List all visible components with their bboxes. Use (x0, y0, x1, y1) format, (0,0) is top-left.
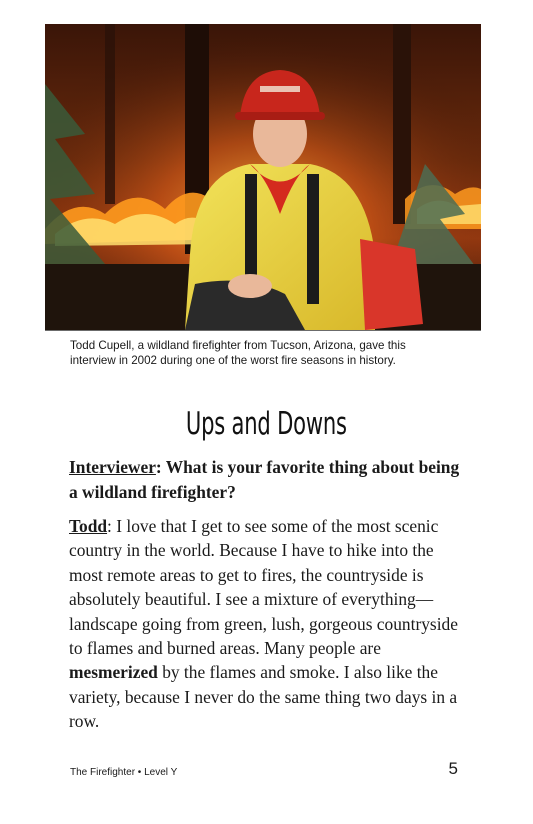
question-speaker: Interviewer (69, 457, 156, 477)
photo-caption (70, 338, 470, 368)
answer-speaker: Todd (69, 516, 108, 536)
photo-divider (45, 330, 481, 331)
question-text: : What is your favorite thing about being a wildland firefighter? (69, 457, 460, 502)
section-heading: Ups and Downs (185, 406, 347, 442)
firefighter-photo (45, 24, 481, 330)
vocabulary-word: mesmerized (69, 662, 158, 683)
answer-text-part-1: : I love that I get to see some of the most scenic country in the world. Because I have to hike into the most remote areas to get to fires, the countryside is absolutely beautiful. I see a mixture of everything—landscape going from green, lush, gorgeous countryside to flames and burned areas. Many people are (69, 516, 458, 659)
caption-line-2: interview in 2002 during one of the worst fire seasons in history. (70, 354, 396, 367)
interview-answer (69, 514, 469, 734)
book-title-footer: The Firefighter • Level Y (70, 767, 178, 778)
interview-question (69, 455, 469, 505)
page-number: 5 (448, 759, 458, 778)
photo-illustration (45, 24, 481, 330)
answer-text-part-2: by the flames and smoke. I also like the variety, because I never do the same thing two days in a row. (69, 662, 458, 732)
caption-line-1: Todd Cupell, a wildland firefighter from Tucson, Arizona, gave this (70, 339, 406, 352)
